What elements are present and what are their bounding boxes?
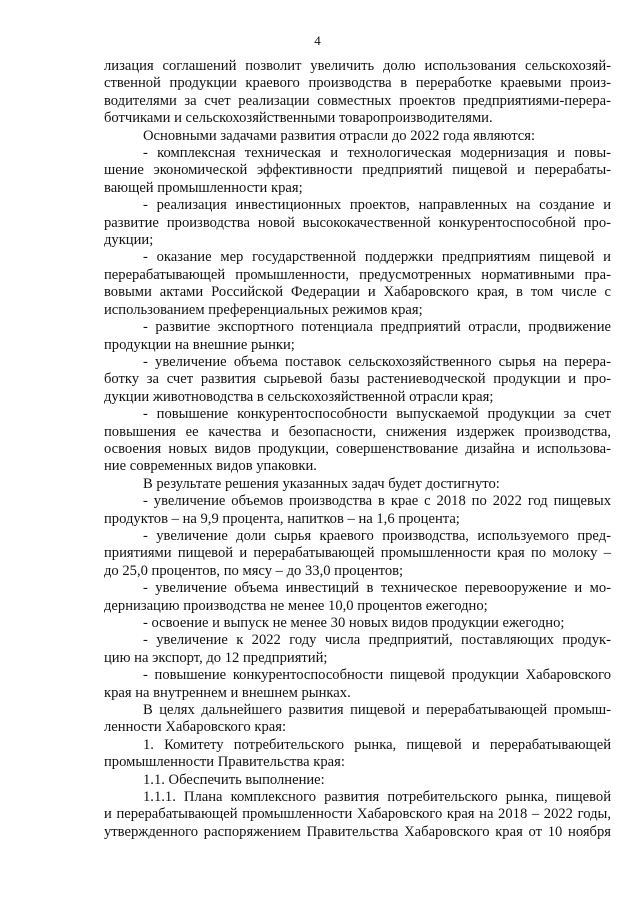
text-line: - повышение конкурентоспособности выпускаемой продукции за счет: [143, 406, 611, 423]
text-line: дукции;: [104, 232, 154, 249]
page-number: 4: [314, 33, 321, 48]
text-line: ственной продукции краевого производства в переработке краевыми произ-: [104, 75, 611, 92]
text-line: - развитие экспортного потенциала предприятий отрасли, продвижение: [143, 319, 611, 336]
text-line: - увеличение объемов производства в крае с 2018 по 2022 год пищевых: [143, 493, 611, 510]
text-line: шение экономической эффективности предприятий пищевой и перерабаты-: [104, 162, 611, 179]
text-line: продукции на внешние рынки;: [104, 336, 295, 353]
text-line: - увеличение доли сырья краевого производства, используемого пред-: [143, 527, 611, 544]
text-line: ботчиками и сельскохозяйственными товаропроизводителями.: [104, 110, 493, 127]
text-line: - освоение и выпуск не менее 30 новых видов продукции ежегодно;: [143, 615, 565, 631]
text-line: повышения ее качества и безопасности, снижения издержек производства,: [104, 423, 611, 440]
text-line: В целях дальнейшего развития пищевой и перерабатывающей промыш-: [143, 702, 611, 719]
text-line: использованием преференциальных режимов края;: [104, 301, 423, 318]
text-line: развитие производства новой высококачественной конкурентоспособной про-: [104, 214, 611, 231]
text-line: вающей промышленности края;: [104, 179, 303, 196]
text-line: дернизацию производства не менее 10,0 процентов ежегодно;: [104, 597, 488, 614]
text-line: вовыми актами Российской Федерации и Хабаровского края, в том числе с: [104, 284, 611, 301]
text-line: ботку за счет развития сырьевой базы растениеводческой продукции и про-: [104, 371, 611, 388]
text-line: утвержденного распоряжением Правительства Хабаровского края от 10 ноября: [104, 823, 611, 840]
text-line: продуктов – на 9,9 процента, напитков – на 1,6 процента;: [104, 510, 460, 527]
text-line: промышленности Правительства края:: [104, 754, 345, 771]
text-line: и перерабатывающей промышленности Хабаровского края на 2018 – 2022 годы,: [104, 806, 611, 823]
text-line: 1.1.1. Плана комплексного развития потребительского рынка, пищевой: [143, 789, 611, 806]
text-line: - повышение конкурентоспособности пищевой продукции Хабаровского: [143, 667, 611, 684]
text-line: Основными задачами развития отрасли до 2022 года являются:: [143, 127, 536, 144]
text-line: приятиями пищевой и перерабатывающей промышленности края по молоку –: [104, 545, 611, 562]
text-line: 1.1. Обеспечить выполнение:: [143, 771, 325, 788]
text-line: дукции животноводства в сельскохозяйственной отрасли края;: [104, 388, 494, 405]
text-line: - комплексная техническая и технологическая модернизация и повы-: [143, 145, 611, 162]
text-line: края на внутреннем и внешнем рынках.: [104, 684, 351, 701]
text-line: перерабатывающей промышленности, предусмотренных нормативными пра-: [104, 266, 611, 283]
text-line: - увеличение к 2022 году числа предприятий, поставляющих продук-: [143, 632, 611, 649]
text-line: - реализация инвестиционных проектов, направленных на создание и: [143, 197, 611, 214]
text-line: лизация соглашений позволит увеличить долю использования сельскохозяй-: [104, 58, 611, 74]
text-line: - увеличение объема поставок сельскохозяйственного сырья на перера-: [143, 353, 611, 370]
text-line: до 25,0 процентов, по мясу – до 33,0 процентов;: [104, 562, 404, 579]
text-line: 1. Комитету потребительского рынка, пищевой и перерабатывающей: [143, 736, 611, 753]
text-line: - увеличение объема инвестиций в техническое перевооружение и мо-: [143, 580, 611, 597]
text-line: освоения новых видов продукции, совершенствование дизайна и использова-: [104, 440, 611, 457]
text-line: цию на экспорт, до 12 предприятий;: [104, 649, 328, 666]
text-line: ние современных видов упаковки.: [104, 458, 317, 475]
text-line: ленности Хабаровского края:: [104, 719, 286, 736]
document-body: [104, 58, 611, 841]
text-line: - оказание мер государственной поддержки предприятиям пищевой и: [143, 249, 611, 266]
text-line: водителями за счет реализации совместных проектов предприятиями-перера-: [104, 92, 611, 109]
text-line: В результате решения указанных задач будет достигнуто:: [143, 475, 500, 492]
